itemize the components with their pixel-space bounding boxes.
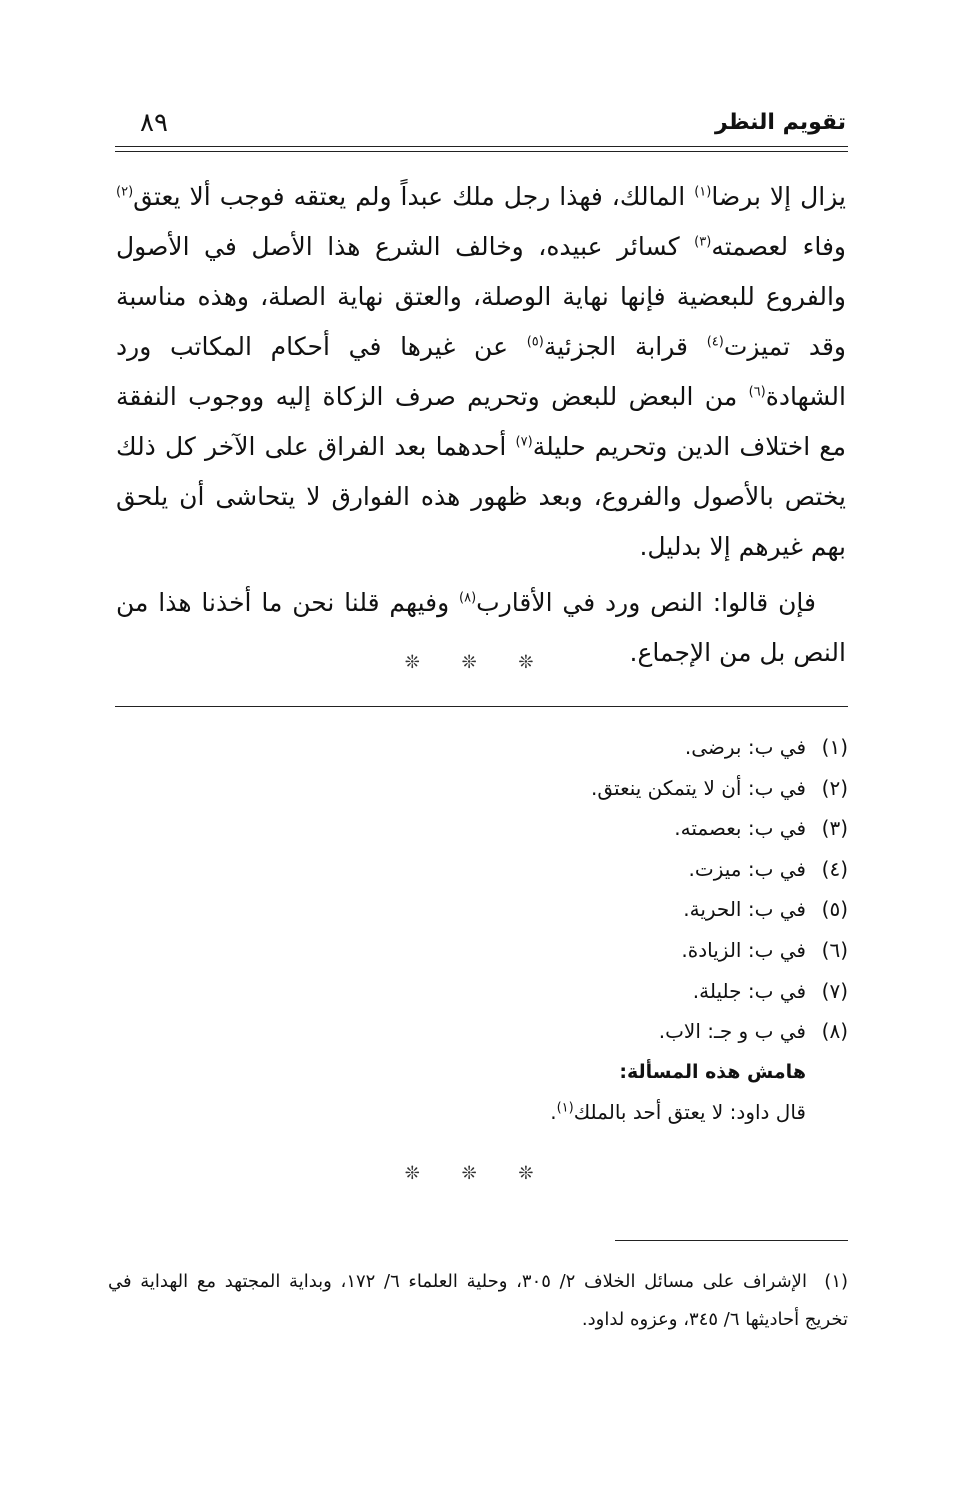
footnote-ref: (٢) — [116, 184, 134, 200]
variant-notes-list — [550, 727, 848, 1133]
note-text: في ب: جليلة. — [692, 978, 806, 1003]
note-text: في ب: الحرية. — [683, 897, 806, 922]
variant-note — [550, 849, 848, 890]
notes-rule — [115, 706, 848, 707]
note-text: في ب و جـ: الاب. — [658, 1019, 806, 1044]
footnote — [108, 1263, 848, 1339]
note-text: في ب: بعصمته. — [674, 816, 806, 841]
note-number: (٧) — [821, 978, 848, 1003]
text-run: يزال إلا برضا — [711, 182, 846, 211]
text-run: عن غيرها في أحكام المكاتب ورد الشهادة — [116, 332, 846, 411]
text-run: من البعض للبعض وتحريم صرف الزكاة إليه ووجوب النفقة مع اختلاف الدين وتحريم حليلة — [116, 382, 846, 461]
main-text — [116, 172, 846, 678]
note-number: (٥) — [821, 897, 848, 922]
note-number: (٤) — [821, 856, 848, 881]
footnote-rule — [615, 1240, 848, 1241]
footnote-ref: (٥) — [526, 334, 544, 350]
footnote-ref: (٧) — [515, 434, 533, 450]
footnote-text: الإشراف على مسائل الخلاف ٢/ ٣٠٥، وحلية العلماء ٦/ ١٧٢، وبداية المجتهد مع الهداية في تخريج أحاديثها ٦/ ٣٤٥، وعزوه لداود. — [108, 1271, 848, 1330]
footnote-number: (١) — [824, 1271, 849, 1292]
note-text: في ب: أن لا يتمكن ينعتق. — [591, 775, 806, 800]
margin-text — [550, 1092, 848, 1133]
footnote-ref: (١) — [556, 1100, 574, 1116]
running-header-title: تقويم النظر — [715, 110, 846, 135]
note-number: (٢) — [821, 775, 848, 800]
footnote-ref: (٨) — [459, 590, 477, 606]
variant-note — [550, 889, 848, 930]
paragraph-1 — [116, 172, 846, 572]
text-run: . — [550, 1100, 557, 1125]
note-number: (٣) — [821, 816, 848, 841]
footnote-ref: (١) — [694, 184, 712, 200]
variant-note — [550, 808, 848, 849]
note-number: (٦) — [821, 937, 848, 962]
text-run: أحدهما بعد الفراق على الآخر كل ذلك يختص بالأصول والفروع، وبعد ظهور هذه الفوارق لا يتحاشى أن يلحق بهم غيرهم إلا بدليل. — [116, 432, 846, 561]
text-run: فإن قالوا: النص ورد في الأقارب — [476, 588, 817, 617]
note-text: في ب: ميزت. — [688, 856, 806, 881]
variant-note — [550, 971, 848, 1012]
page-number: ٨٩ — [140, 108, 168, 138]
text-run: وفيهم قلنا نحن ما أخذنا هذا من النص بل من الإجماع. — [116, 588, 846, 667]
text-run: قرابة الجزئية — [543, 332, 707, 361]
note-text: في ب: الزيادة. — [681, 937, 806, 962]
footnote-ref: (٤) — [706, 334, 724, 350]
footnote-ref: (٣) — [694, 234, 712, 250]
variant-note — [550, 930, 848, 971]
note-text: في ب: برضى. — [684, 735, 806, 759]
variant-note — [550, 727, 848, 768]
variant-note — [550, 768, 848, 809]
section-separator: ❊ ❊ ❊ — [404, 652, 552, 673]
text-run: المالك، فهذا رجل ملك عبداً ولم يعتقه فوجب ألا يعتق — [133, 182, 695, 211]
text-run: قال داود: لا يعتق أحد بالملك — [573, 1100, 806, 1125]
footnote-ref: (٦) — [748, 384, 766, 400]
text-run: وفاء لعصمته — [711, 232, 846, 261]
margin-heading: هامش هذه المسألة: — [619, 1060, 806, 1083]
variant-note — [550, 1011, 848, 1052]
header-rule — [115, 146, 848, 152]
note-number: (١) — [821, 735, 848, 759]
note-number: (٨) — [821, 1019, 848, 1044]
text-run: كسائر عبيده، وخالف الشرع هذا الأصل في الأصول والفروع للبعضية فإنها نهاية الوصلة، والعتق نهاية الصلة، وهذه مناسبة وقد تميزت — [116, 232, 846, 361]
section-separator: ❊ ❊ ❊ — [404, 1163, 552, 1184]
